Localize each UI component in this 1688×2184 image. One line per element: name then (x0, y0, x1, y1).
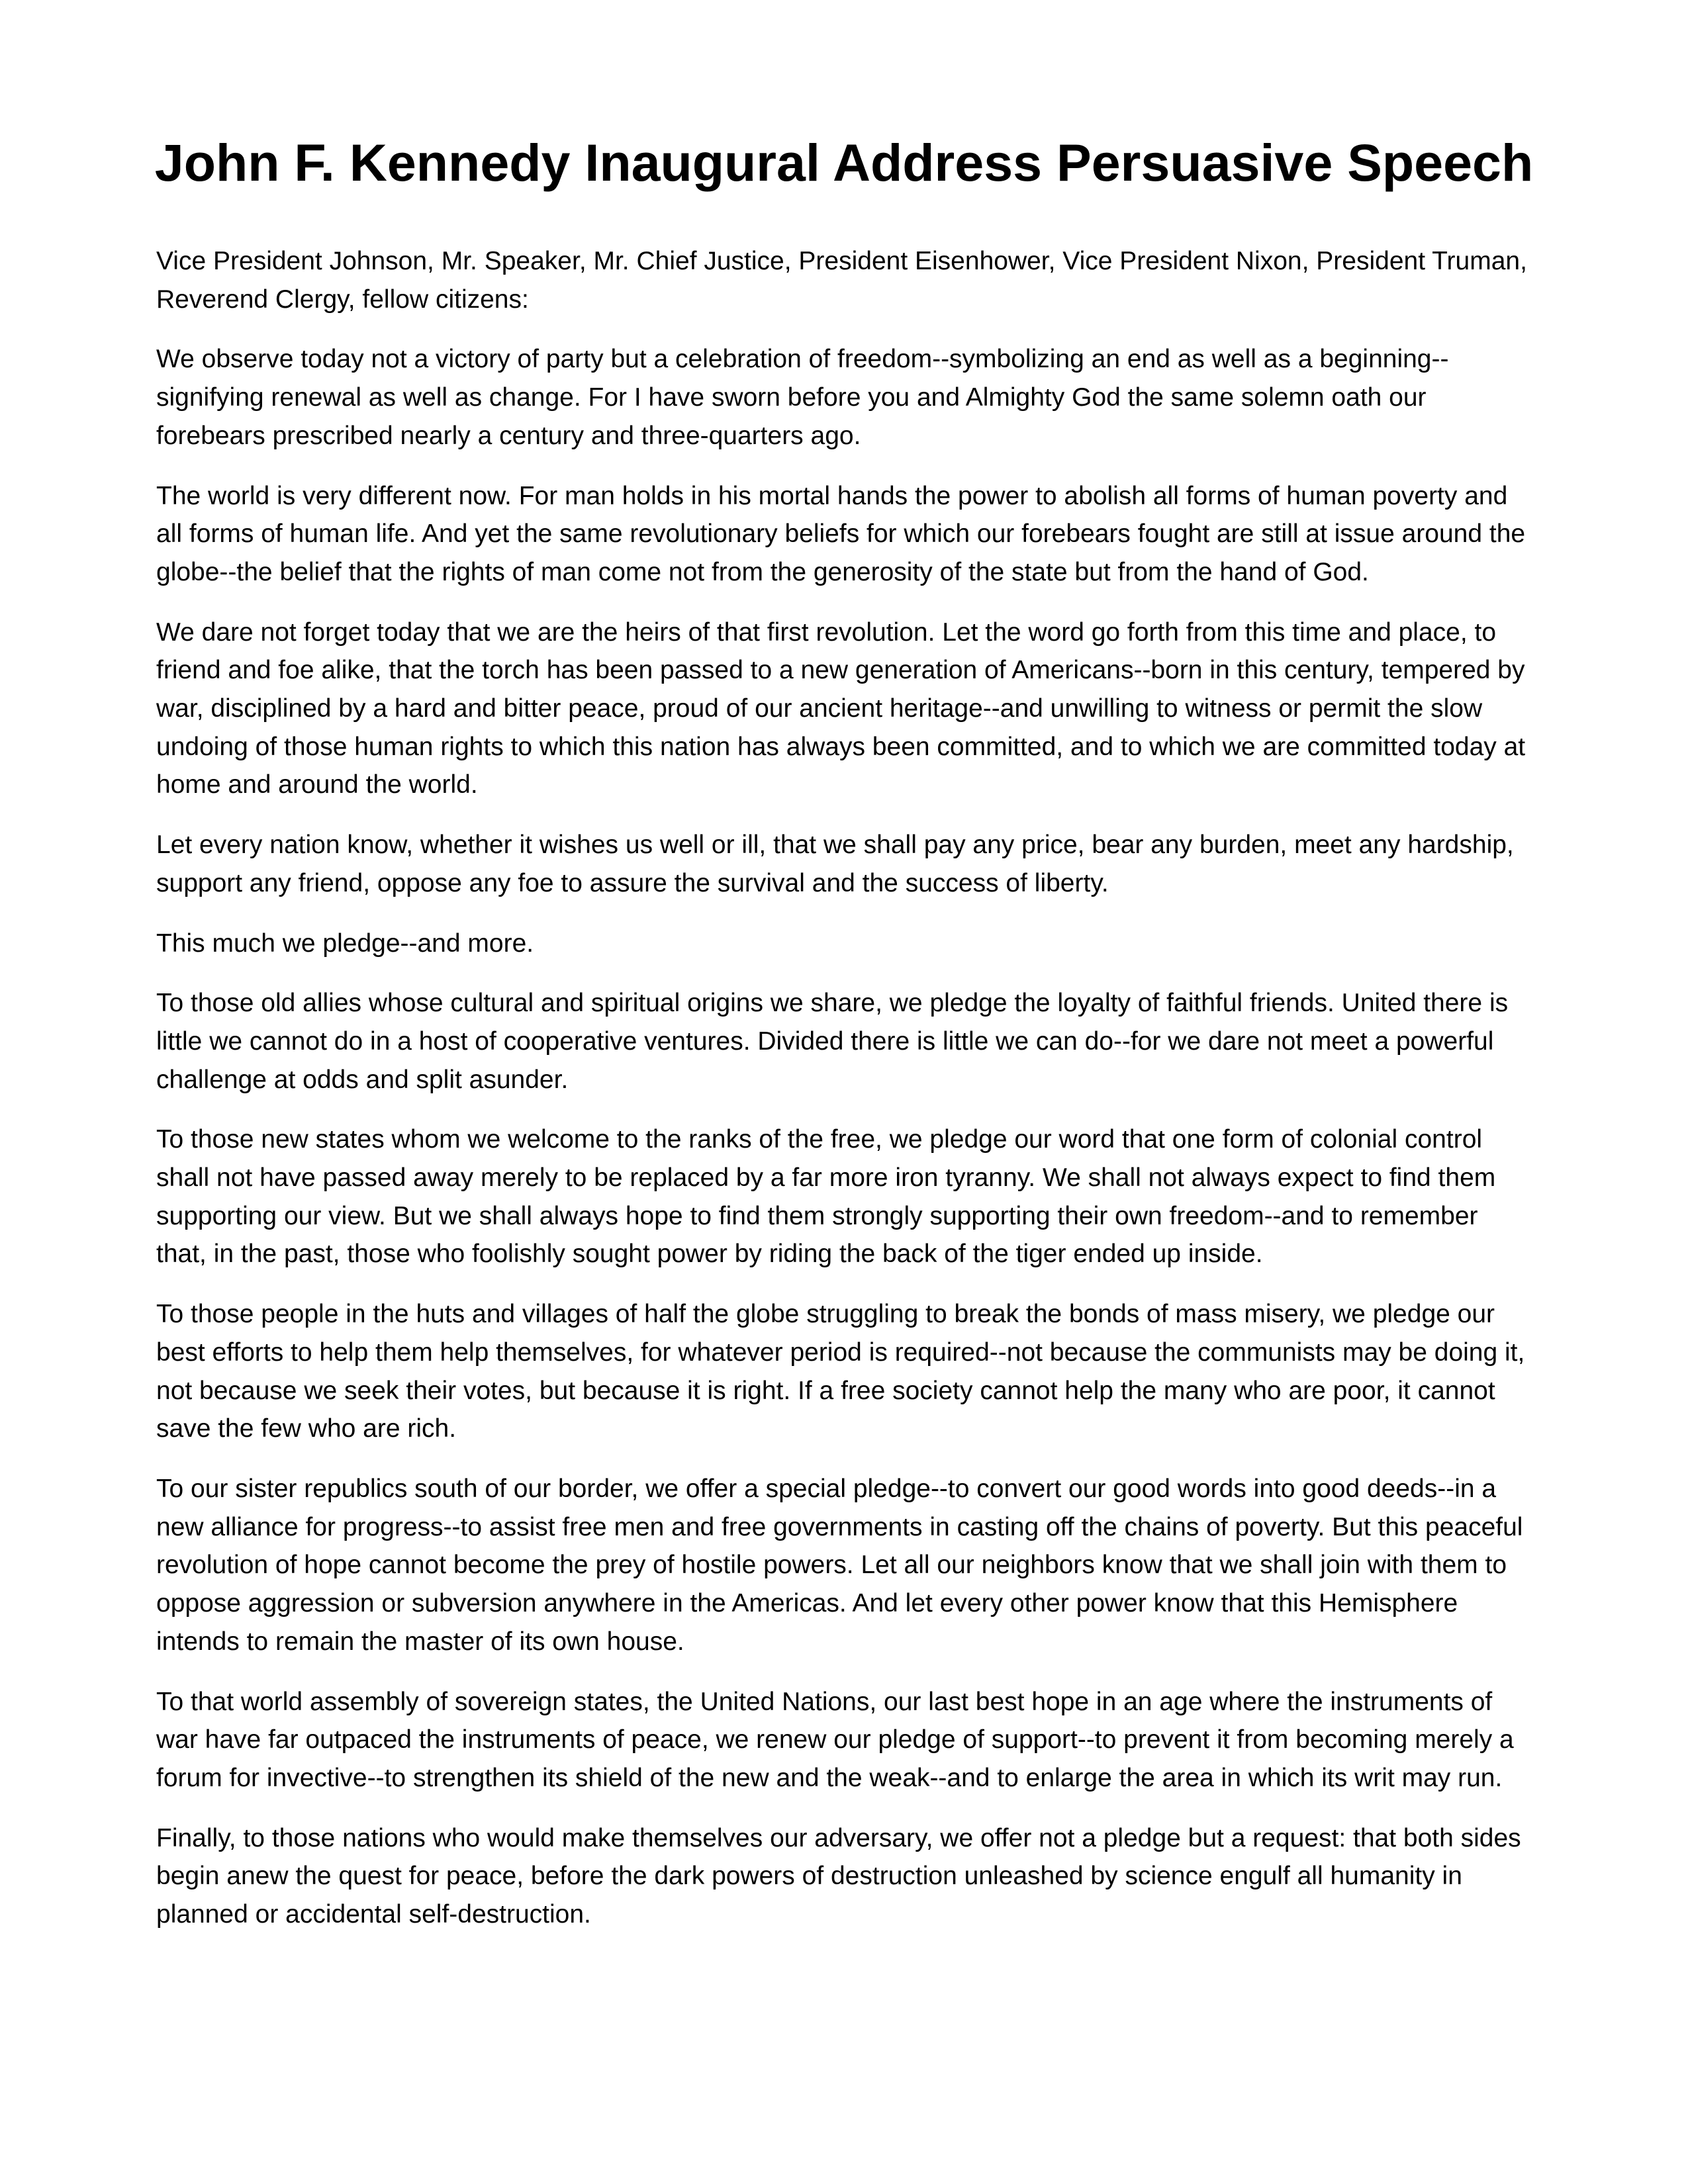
paragraph: To our sister republics south of our border, we offer a special pledge--to convert our good words into good deeds--in a new alliance for progress--to assist free men and free governments in casting off the chains of poverty. But this peaceful revolution of hope cannot become the prey of hostile powers. Let all our neighbors know that we shall join with them to oppose aggression or subversion anywhere in the Americas. And let every other power know that this Hemisphere intends to remain the master of its own house. (156, 1474, 1523, 1656)
paragraph: To those people in the huts and villages of half the globe struggling to break the bonds of mass misery, we pledge our best efforts to help them help themselves, for whatever period is required--not because the communists may be doing it, not because we seek their votes, but because it is right. If a free society cannot help the many who are poor, it cannot save the few who are rich. (156, 1300, 1525, 1443)
paragraph: Let every nation know, whether it wishes us well or ill, that we shall pay any price, bear any burden, meet any hardship, support any friend, oppose any foe to assure the survival and the success of liberty. (156, 831, 1514, 897)
document-body (156, 242, 1534, 1956)
paragraph: To those new states whom we welcome to the ranks of the free, we pledge our word that one form of colonial control shall not have passed away merely to be replaced by a far more iron tyranny. We shall not always expect to find them supporting our view. But we shall always hope to find them strongly supporting their own freedom--and to remember that, in the past, those who foolishly sought power by riding the back of the tiger ended up inside. (156, 1125, 1496, 1269)
paragraph: We observe today not a victory of party but a celebration of freedom--symbolizing an end as well as a beginning--signifying renewal as well as change. For I have sworn before you and Almighty God the same solemn oath our forebears prescribed nearly a century and three-quarters ago. (156, 345, 1449, 450)
paragraph: To that world assembly of sovereign states, the United Nations, our last best hope in an age where the instruments of war have far outpaced the instruments of peace, we renew our pledge of support--to prevent it from becoming merely a forum for invective--to strengthen its shield of the new and the weak--and to enlarge the area in which its writ may run. (156, 1687, 1514, 1792)
paragraph: The world is very different now. For man holds in his mortal hands the power to abolish all forms of human poverty and all forms of human life. And yet the same revolutionary beliefs for which our forebears fought are still at issue around the globe--the belief that the rights of man come not from the generosity of the state but from the hand of God. (156, 481, 1526, 586)
document-title: John F. Kennedy Inaugural Address Persuasive Speech (154, 133, 1534, 192)
paragraph-salutation: Vice President Johnson, Mr. Speaker, Mr. Chief Justice, President Eisenhower, Vice President Nixon, President Truman, Reverend Clergy, fellow citizens: (156, 247, 1527, 314)
paragraph: To those old allies whose cultural and spiritual origins we share, we pledge the loyalty of faithful friends. United there is little we cannot do in a host of cooperative ventures. Divided there is little we can do--for we dare not meet a powerful challenge at odds and split asunder. (156, 989, 1509, 1094)
paragraph: This much we pledge--and more. (156, 929, 534, 958)
paragraph: We dare not forget today that we are the heirs of that first revolution. Let the word go forth from this time and place, to friend and foe alike, that the torch has been passed to a new generation of Americans--born in this century, tempered by war, disciplined by a hard and bitter peace, proud of our ancient heritage--and unwilling to witness or permit the slow undoing of those human rights to which this nation has always been committed, and to which we are committed today at home and around the world. (156, 617, 1526, 799)
paragraph: Finally, to those nations who would make themselves our adversary, we offer not a pledge but a request: that both sides begin anew the quest for peace, before the dark powers of destruction unleashed by science engulf all humanity in planned or accidental self-destruction. (156, 1823, 1521, 1929)
